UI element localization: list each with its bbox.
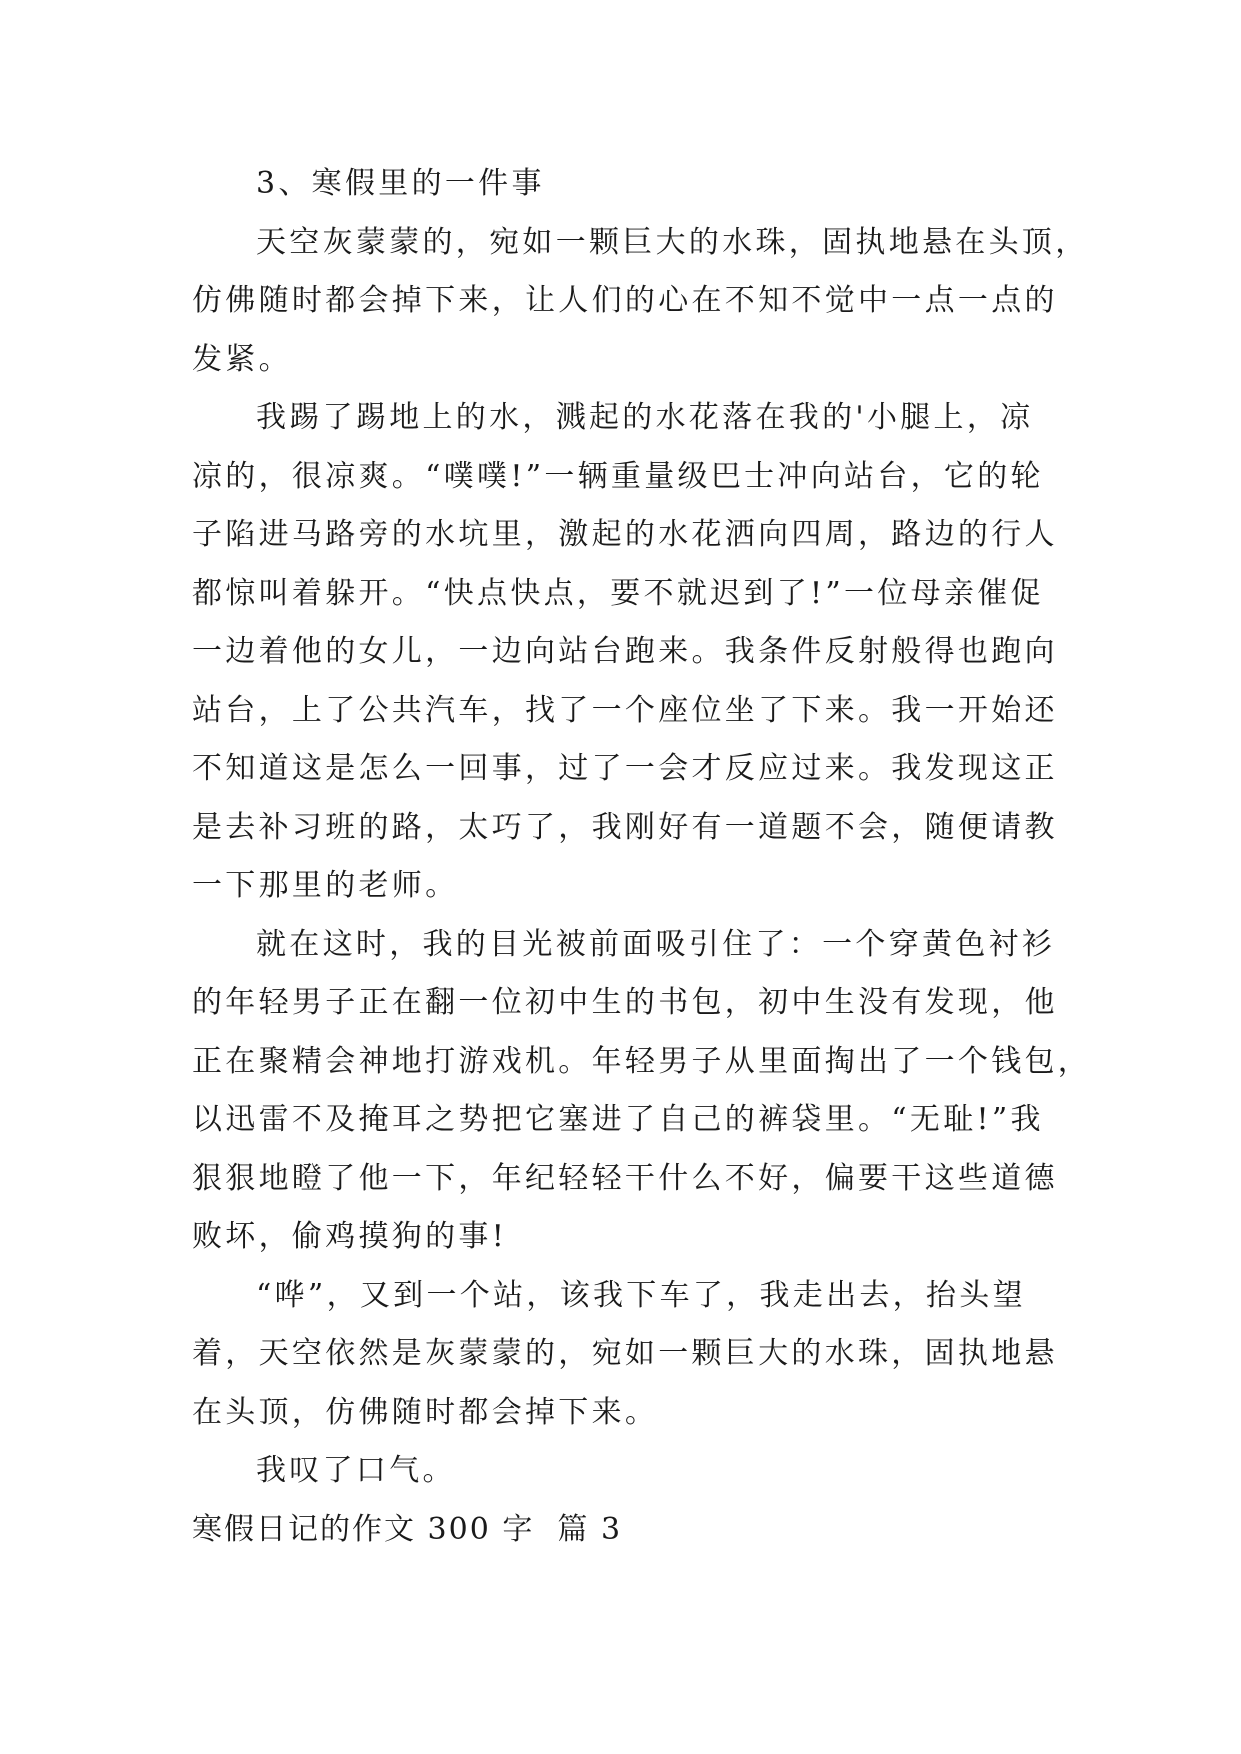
paragraph-line: 我叹了口气。: [256, 1453, 456, 1488]
paragraph-line: 的年轻男子正在翻一位初中生的书包，初中生没有发现，他: [192, 985, 1058, 1020]
paragraph-line: 仿佛随时都会掉下来，让人们的心在不知不觉中一点一点的: [192, 283, 1058, 318]
paragraph-line: 站台，上了公共汽车，找了一个座位坐了下来。我一开始还: [192, 692, 1058, 728]
paragraph-line: 天空灰蒙蒙的，宛如一颗巨大的水珠，固执地悬在头顶，: [256, 224, 1089, 260]
document-body: [192, 155, 1092, 1559]
next-section-title: 寒假日记的作文 300 字 篇 3: [192, 1511, 623, 1547]
paragraph-line: 都惊叫着躲开。“快点快点，要不就迟到了!”一位母亲催促: [192, 575, 1044, 611]
paragraph-line: “哗”，又到一个站，该我下车了，我走出去，抬头望: [256, 1277, 1026, 1313]
paragraph-line: 一边着他的女儿，一边向站台跑来。我条件反射般得也跑向: [192, 634, 1058, 669]
section-heading: 3、寒假里的一件事: [256, 166, 545, 201]
paragraph-line: 子陷进马路旁的水坑里，激起的水花洒向四周，路边的行人: [192, 517, 1058, 552]
paragraph-line: 是去补习班的路，太巧了，我刚好有一道题不会，随便请教: [192, 809, 1058, 845]
paragraph-line: 就在这时，我的目光被前面吸引住了：一个穿黄色衬衫: [256, 926, 1056, 962]
paragraph-line: 着，天空依然是灰蒙蒙的，宛如一颗巨大的水珠，固执地悬: [192, 1336, 1058, 1371]
paragraph-line: 我踢了踢地上的水，溅起的水花落在我的'小腿上，凉: [256, 400, 1034, 435]
paragraph-line: 正在聚精会神地打游戏机。年轻男子从里面掏出了一个钱包，: [192, 1043, 1092, 1079]
paragraph-line: 凉的，很凉爽。“噗噗!”一辆重量级巴士冲向站台，它的轮: [192, 458, 1044, 494]
paragraph-line: 狠狠地瞪了他一下，年纪轻轻干什么不好，偏要干这些道德: [192, 1160, 1058, 1196]
paragraph-line: 不知道这是怎么一回事，过了一会才反应过来。我发现这正: [192, 751, 1058, 786]
paragraph-line: 发紧。: [192, 341, 292, 377]
paragraph-line: 一下那里的老师。: [192, 868, 459, 903]
paragraph-line: 在头顶，仿佛随时都会掉下来。: [192, 1394, 659, 1430]
paragraph-line: 以迅雷不及掩耳之势把它塞进了自己的裤袋里。“无耻!”我: [192, 1102, 1044, 1137]
paragraph-line: 败坏，偷鸡摸狗的事!: [192, 1219, 508, 1254]
